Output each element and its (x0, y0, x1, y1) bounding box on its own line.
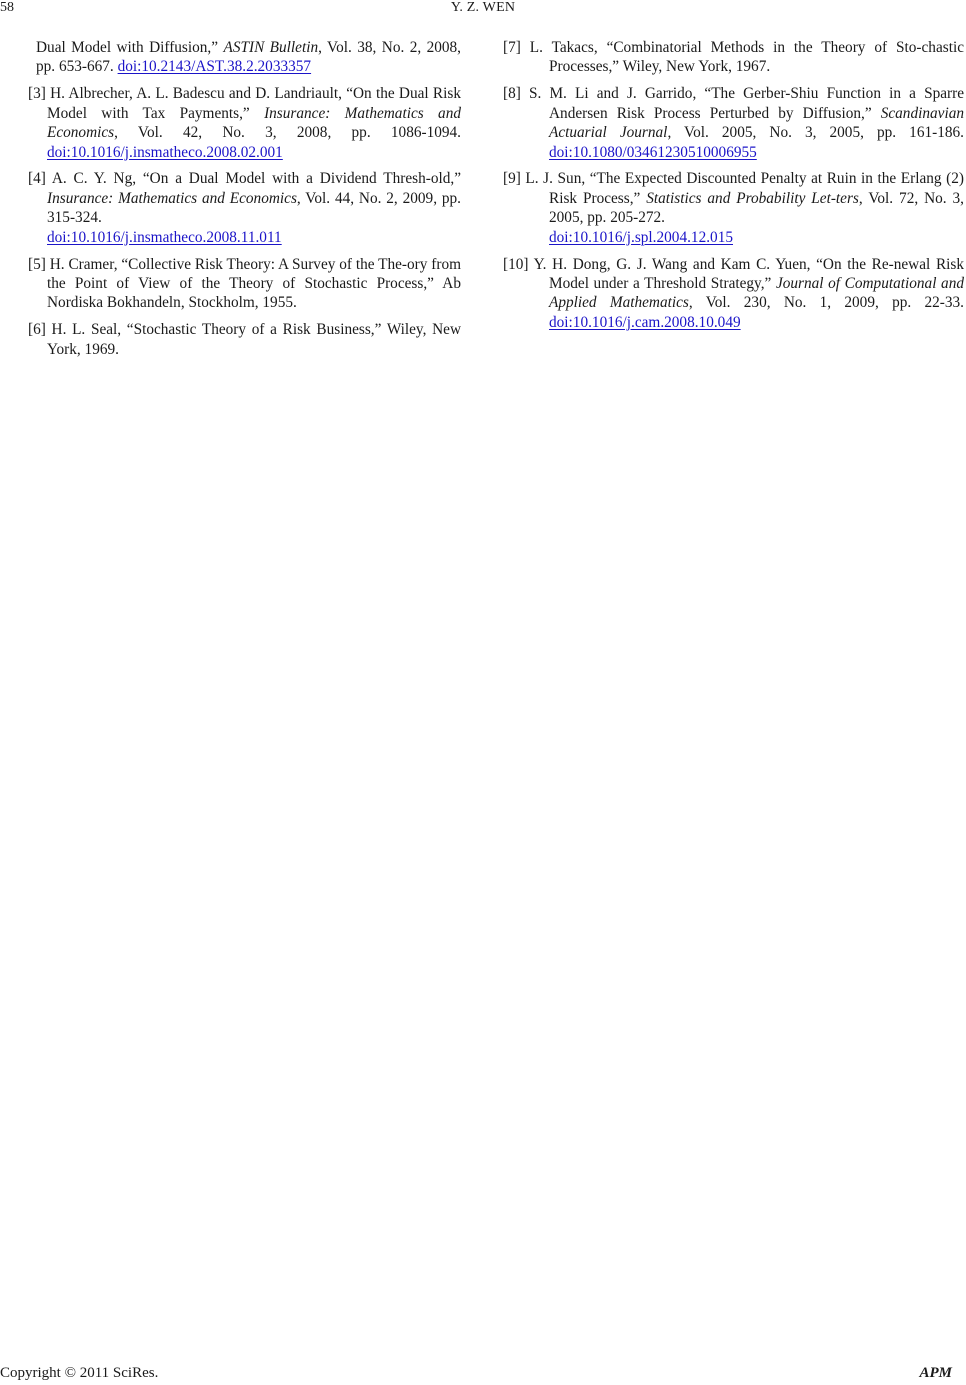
reference-10: [10] Y. H. Dong, G. J. Wang and Kam C. Yuen, “On the Re-newal Risk Model under a Threshold Strategy,” Journal of Computational and Applied Mathematics, Vol. 230, No. 1, 2009, pp. 22-33. doi:10.1016/j.cam.2008.10.049 (503, 255, 964, 331)
doi-link[interactable]: doi:10.1016/j.spl.2004.12.015 (549, 228, 733, 246)
journal-abbreviation: APM (919, 1365, 952, 1381)
doi-link[interactable]: doi:10.2143/AST.38.2.2033357 (117, 58, 312, 76)
reference-3: [3] H. Albrecher, A. L. Badescu and D. Landriault, “On the Dual Risk Model with Tax Payments,” Insurance: Mathematics and Economics, Vol. 42, No. 3, 2008, pp. 1086-1094. doi:10.1016/j.insmatheco.2008.02.001 (28, 85, 461, 161)
reference-4: [4] A. C. Y. Ng, “On a Dual Model with a Dividend Thresh-old,” Insurance: Mathematics and Economics, Vol. 44, No. 2, 2009, pp. 315-324. doi:10.1016/j.insmatheco.2008.11.011 (28, 170, 461, 246)
reference-9: [9] L. J. Sun, “The Expected Discounted Penalty at Ruin in the Erlang (2) Risk Process,” Statistics and Probability Let-ters, Vol. 72, No. 3, 2005, pp. 205-272. doi:10.1016/j.spl.2004.12.015 (503, 170, 964, 246)
reference-5: [5] H. Cramer, “Collective Risk Theory: A Survey of the The-ory from the Point of View of the Theory of Stochastic Process,” Ab Nordiska Bokhandeln, Stockholm, 1955. (28, 255, 461, 312)
reference-6: [6] H. L. Seal, “Stochastic Theory of a Risk Business,” Wiley, New York, 1969. (28, 321, 461, 358)
references-right-column (503, 38, 964, 340)
references-left-column (28, 38, 461, 367)
copyright-notice: Copyright © 2011 SciRes. (0, 1365, 159, 1381)
reference-2-continued: Dual Model with Diffusion,” ASTIN Bulletin, Vol. 38, No. 2, 2008, pp. 653-667. doi:10.2143/AST.38.2.2033357 (36, 39, 462, 76)
doi-link[interactable]: doi:10.1016/j.insmatheco.2008.11.011 (47, 228, 282, 246)
page-number: 58 (0, 0, 14, 15)
doi-link[interactable]: doi:10.1016/j.cam.2008.10.049 (549, 313, 741, 331)
doi-link[interactable]: doi:10.1016/j.insmatheco.2008.02.001 (47, 143, 283, 161)
doi-link[interactable]: doi:10.1080/03461230510006955 (549, 143, 757, 161)
reference-7: [7] L. Takacs, “Combinatorial Methods in the Theory of Sto-chastic Processes,” Wiley, New York, 1967. (503, 39, 964, 76)
running-head-author: Y. Z. WEN (450, 0, 516, 15)
reference-8: [8] S. M. Li and J. Garrido, “The Gerber-Shiu Function in a Sparre Andersen Risk Process Perturbed by Diffusion,” Scandinavian Actuarial Journal, Vol. 2005, No. 3, 2005, pp. 161-186. doi:10.1080/03461230510006955 (503, 85, 964, 161)
